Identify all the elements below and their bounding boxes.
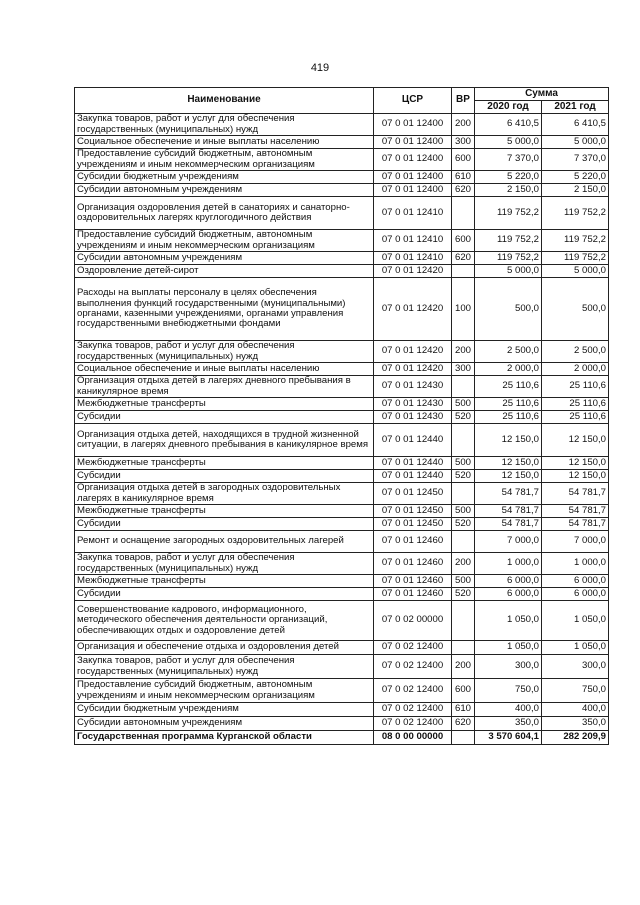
row-name: Закупка товаров, работ и услуг для обеспечения государственных (муниципальных) нужд [75, 341, 374, 363]
table-row [75, 230, 609, 252]
header-sum: Сумма [475, 88, 609, 101]
row-sum-2020: 12 150,0 [475, 424, 542, 457]
row-sum-2020: 25 110,6 [475, 411, 542, 424]
row-vr: 520 [452, 588, 475, 601]
row-name: Организация оздоровления детей в санаториях и санаторно-оздоровительных лагерях круглогодичного действия [75, 197, 374, 230]
table-row [75, 278, 609, 341]
row-sum-2021: 2 000,0 [542, 363, 609, 376]
row-vr: 500 [452, 457, 475, 470]
row-name: Субсидии [75, 470, 374, 483]
row-vr: 600 [452, 149, 475, 171]
table-row [75, 601, 609, 641]
row-sum-2021: 119 752,2 [542, 252, 609, 265]
table-row [75, 588, 609, 601]
row-sum-2020: 350,0 [475, 717, 542, 731]
row-sum-2021: 300,0 [542, 655, 609, 679]
row-vr: 520 [452, 518, 475, 531]
row-name: Организация отдыха детей в загородных оздоровительных лагерях в каникулярное время [75, 483, 374, 505]
row-vr: 500 [452, 575, 475, 588]
row-sum-2020: 2 150,0 [475, 184, 542, 197]
row-sum-2020: 750,0 [475, 679, 542, 703]
row-name: Социальное обеспечение и иные выплаты населению [75, 363, 374, 376]
row-vr: 610 [452, 703, 475, 717]
row-vr: 600 [452, 230, 475, 252]
table-row [75, 505, 609, 518]
row-name: Субсидии [75, 411, 374, 424]
row-vr: 300 [452, 136, 475, 149]
row-name: Субсидии бюджетным учреждениям [75, 703, 374, 717]
row-sum-2021: 750,0 [542, 679, 609, 703]
row-name: Межбюджетные трансферты [75, 457, 374, 470]
row-sum-2020: 25 110,6 [475, 398, 542, 411]
row-name: Закупка товаров, работ и услуг для обеспечения государственных (муниципальных) нужд [75, 553, 374, 575]
row-vr: 610 [452, 171, 475, 184]
row-vr: 300 [452, 363, 475, 376]
total-2020: 3 570 604,1 [475, 731, 542, 745]
total-2021: 282 209,9 [542, 731, 609, 745]
row-name: Организация и обеспечение отдыха и оздоровления детей [75, 641, 374, 655]
row-csr: 07 0 01 12450 [374, 483, 452, 505]
row-csr: 07 0 02 12400 [374, 641, 452, 655]
row-csr: 07 0 01 12420 [374, 278, 452, 341]
row-vr: 620 [452, 252, 475, 265]
row-name: Совершенствование кадрового, информационного, методического обеспечения деятельности организаций, обеспечивающих отдых и оздоровление детей [75, 601, 374, 641]
row-vr: 100 [452, 278, 475, 341]
row-csr: 07 0 01 12440 [374, 457, 452, 470]
table-row [75, 136, 609, 149]
table-row [75, 717, 609, 731]
row-vr [452, 376, 475, 398]
row-vr: 200 [452, 553, 475, 575]
row-sum-2021: 1 050,0 [542, 601, 609, 641]
row-sum-2021: 500,0 [542, 278, 609, 341]
row-vr [452, 641, 475, 655]
row-csr: 07 0 01 12430 [374, 398, 452, 411]
row-sum-2021: 6 000,0 [542, 575, 609, 588]
row-vr [452, 483, 475, 505]
row-sum-2021: 6 410,5 [542, 114, 609, 136]
table-row [75, 171, 609, 184]
row-name: Субсидии бюджетным учреждениям [75, 171, 374, 184]
row-sum-2021: 54 781,7 [542, 483, 609, 505]
row-vr [452, 531, 475, 553]
row-sum-2021: 7 370,0 [542, 149, 609, 171]
row-vr: 500 [452, 398, 475, 411]
table-row [75, 376, 609, 398]
row-sum-2021: 2 150,0 [542, 184, 609, 197]
row-sum-2021: 350,0 [542, 717, 609, 731]
table-row [75, 341, 609, 363]
row-name: Предоставление субсидий бюджетным, автономным учреждениям и иным некоммерческим организациям [75, 149, 374, 171]
row-vr: 620 [452, 717, 475, 731]
row-csr: 07 0 02 12400 [374, 717, 452, 731]
row-csr: 07 0 01 12410 [374, 252, 452, 265]
table-row [75, 553, 609, 575]
row-csr: 07 0 01 12450 [374, 505, 452, 518]
row-name: Субсидии [75, 588, 374, 601]
table-row [75, 363, 609, 376]
header-vr: ВР [452, 88, 475, 114]
row-name: Закупка товаров, работ и услуг для обеспечения государственных (муниципальных) нужд [75, 114, 374, 136]
row-sum-2020: 6 000,0 [475, 588, 542, 601]
table-row [75, 655, 609, 679]
row-sum-2020: 54 781,7 [475, 518, 542, 531]
row-vr: 200 [452, 114, 475, 136]
row-name: Закупка товаров, работ и услуг для обеспечения государственных (муниципальных) нужд [75, 655, 374, 679]
table-row [75, 252, 609, 265]
table-row [75, 575, 609, 588]
row-name: Предоставление субсидий бюджетным, автономным учреждениям и иным некоммерческим организациям [75, 230, 374, 252]
header-2020: 2020 год [475, 101, 542, 114]
row-vr [452, 601, 475, 641]
row-name: Межбюджетные трансферты [75, 505, 374, 518]
row-sum-2020: 6 000,0 [475, 575, 542, 588]
table-row [75, 483, 609, 505]
row-sum-2021: 119 752,2 [542, 230, 609, 252]
row-csr: 07 0 01 12420 [374, 363, 452, 376]
row-sum-2020: 12 150,0 [475, 470, 542, 483]
row-csr: 07 0 01 12460 [374, 553, 452, 575]
row-vr: 200 [452, 655, 475, 679]
header-name: Наименование [75, 88, 374, 114]
row-sum-2020: 5 000,0 [475, 265, 542, 278]
row-name: Субсидии автономным учреждениям [75, 184, 374, 197]
row-vr: 600 [452, 679, 475, 703]
row-csr: 07 0 01 12410 [374, 197, 452, 230]
page-number: 419 [310, 62, 330, 74]
row-csr: 07 0 02 00000 [374, 601, 452, 641]
table-row [75, 411, 609, 424]
row-sum-2021: 5 000,0 [542, 136, 609, 149]
row-name: Ремонт и оснащение загородных оздоровительных лагерей [75, 531, 374, 553]
row-sum-2020: 12 150,0 [475, 457, 542, 470]
row-vr [452, 197, 475, 230]
row-sum-2021: 25 110,6 [542, 411, 609, 424]
header-csr: ЦСР [374, 88, 452, 114]
row-vr: 620 [452, 184, 475, 197]
row-sum-2021: 1 050,0 [542, 641, 609, 655]
row-sum-2020: 119 752,2 [475, 252, 542, 265]
row-sum-2020: 54 781,7 [475, 505, 542, 518]
total-vr [452, 731, 475, 745]
row-csr: 07 0 01 12450 [374, 518, 452, 531]
table-row [75, 184, 609, 197]
row-csr: 07 0 01 12420 [374, 341, 452, 363]
row-name: Социальное обеспечение и иные выплаты населению [75, 136, 374, 149]
row-sum-2020: 5 220,0 [475, 171, 542, 184]
table-row [75, 531, 609, 553]
table-row [75, 457, 609, 470]
row-name: Организация отдыха детей, находящихся в трудной жизненной ситуации, в лагерях дневного пребывания в каникулярное время [75, 424, 374, 457]
row-sum-2021: 12 150,0 [542, 457, 609, 470]
header-2021: 2021 год [542, 101, 609, 114]
row-sum-2021: 7 000,0 [542, 531, 609, 553]
row-sum-2020: 1 050,0 [475, 641, 542, 655]
row-sum-2021: 6 000,0 [542, 588, 609, 601]
row-csr: 07 0 01 12460 [374, 531, 452, 553]
table-row [75, 518, 609, 531]
row-name: Организация отдыха детей в лагерях дневного пребывания в каникулярное время [75, 376, 374, 398]
row-csr: 07 0 01 12400 [374, 171, 452, 184]
row-sum-2021: 12 150,0 [542, 424, 609, 457]
table-row [75, 470, 609, 483]
row-sum-2021: 5 220,0 [542, 171, 609, 184]
table-row [75, 424, 609, 457]
row-vr: 520 [452, 470, 475, 483]
row-csr: 07 0 02 12400 [374, 703, 452, 717]
row-csr: 07 0 01 12430 [374, 376, 452, 398]
row-sum-2020: 1 000,0 [475, 553, 542, 575]
row-sum-2020: 6 410,5 [475, 114, 542, 136]
row-name: Межбюджетные трансферты [75, 575, 374, 588]
table-body [75, 114, 609, 731]
row-csr: 07 0 01 12440 [374, 470, 452, 483]
table-row [75, 703, 609, 717]
total-name: Государственная программа Курганской области [75, 731, 374, 745]
budget-table [74, 87, 609, 745]
total-row [75, 731, 609, 745]
row-sum-2021: 1 000,0 [542, 553, 609, 575]
row-vr: 520 [452, 411, 475, 424]
row-sum-2020: 119 752,2 [475, 197, 542, 230]
row-csr: 07 0 01 12460 [374, 588, 452, 601]
row-name: Предоставление субсидий бюджетным, автономным учреждениям и иным некоммерческим организациям [75, 679, 374, 703]
row-sum-2020: 7 000,0 [475, 531, 542, 553]
row-vr [452, 424, 475, 457]
row-vr: 200 [452, 341, 475, 363]
row-csr: 07 0 02 12400 [374, 655, 452, 679]
row-sum-2021: 119 752,2 [542, 197, 609, 230]
row-sum-2020: 1 050,0 [475, 601, 542, 641]
row-sum-2021: 54 781,7 [542, 505, 609, 518]
row-sum-2020: 119 752,2 [475, 230, 542, 252]
row-sum-2021: 5 000,0 [542, 265, 609, 278]
table-row [75, 114, 609, 136]
row-sum-2020: 5 000,0 [475, 136, 542, 149]
row-vr [452, 265, 475, 278]
row-name: Оздоровление детей-сирот [75, 265, 374, 278]
row-name: Субсидии автономным учреждениям [75, 717, 374, 731]
row-csr: 07 0 01 12400 [374, 114, 452, 136]
row-sum-2021: 25 110,6 [542, 398, 609, 411]
row-name: Расходы на выплаты персоналу в целях обеспечения выполнения функций государственными (муниципальными) органами, казенными учреждениями, органами управления государственными внебюджетными фондами [75, 278, 374, 341]
row-csr: 07 0 02 12400 [374, 679, 452, 703]
row-csr: 07 0 01 12400 [374, 184, 452, 197]
row-csr: 07 0 01 12420 [374, 265, 452, 278]
row-name: Субсидии автономным учреждениям [75, 252, 374, 265]
row-sum-2021: 54 781,7 [542, 518, 609, 531]
table-row [75, 398, 609, 411]
row-sum-2020: 300,0 [475, 655, 542, 679]
row-sum-2020: 7 370,0 [475, 149, 542, 171]
row-sum-2020: 54 781,7 [475, 483, 542, 505]
row-sum-2020: 25 110,6 [475, 376, 542, 398]
table-row [75, 265, 609, 278]
table-row [75, 641, 609, 655]
row-csr: 07 0 01 12400 [374, 149, 452, 171]
row-csr: 07 0 01 12440 [374, 424, 452, 457]
row-csr: 07 0 01 12460 [374, 575, 452, 588]
table-row [75, 149, 609, 171]
row-sum-2021: 25 110,6 [542, 376, 609, 398]
row-vr: 500 [452, 505, 475, 518]
row-sum-2021: 400,0 [542, 703, 609, 717]
table-row [75, 679, 609, 703]
row-sum-2020: 2 500,0 [475, 341, 542, 363]
table-row [75, 197, 609, 230]
row-csr: 07 0 01 12410 [374, 230, 452, 252]
row-sum-2020: 2 000,0 [475, 363, 542, 376]
total-csr: 08 0 00 00000 [374, 731, 452, 745]
row-sum-2020: 500,0 [475, 278, 542, 341]
row-sum-2021: 12 150,0 [542, 470, 609, 483]
row-name: Субсидии [75, 518, 374, 531]
row-sum-2021: 2 500,0 [542, 341, 609, 363]
row-csr: 07 0 01 12400 [374, 136, 452, 149]
row-csr: 07 0 01 12430 [374, 411, 452, 424]
row-name: Межбюджетные трансферты [75, 398, 374, 411]
row-sum-2020: 400,0 [475, 703, 542, 717]
